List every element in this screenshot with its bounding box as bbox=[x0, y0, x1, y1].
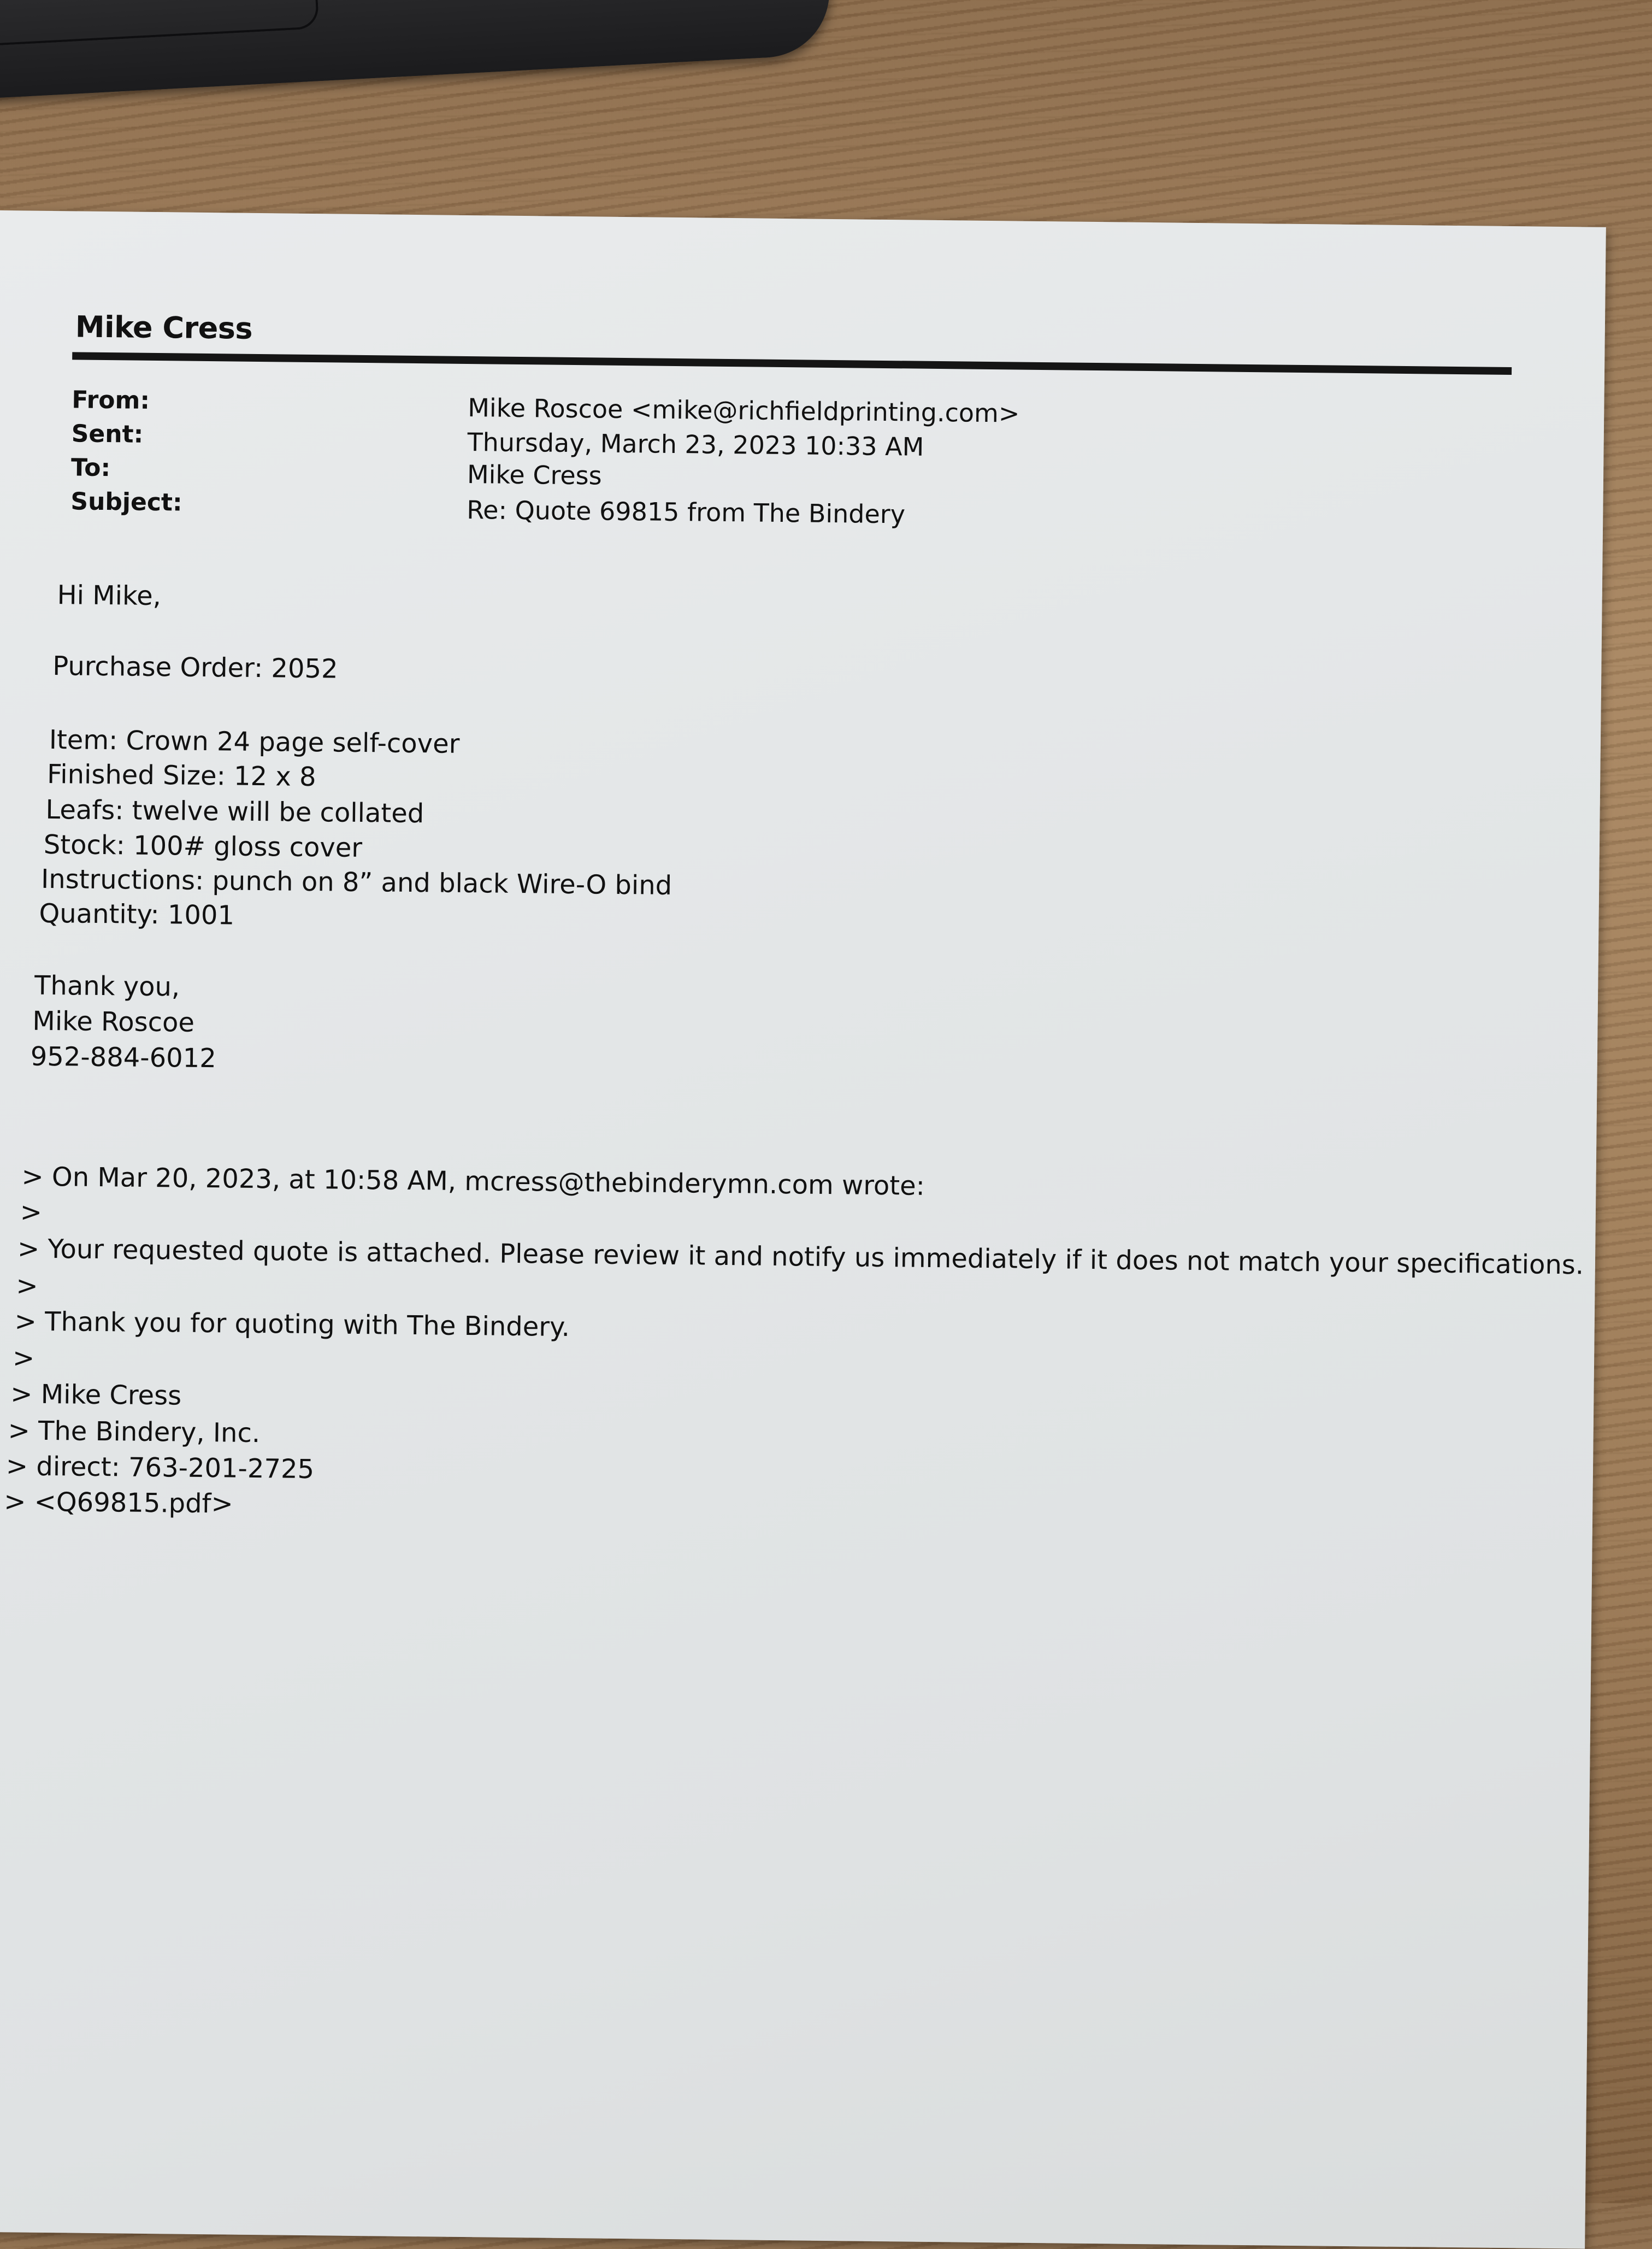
quoted-line-blank: > bbox=[20, 1197, 43, 1228]
stock-line: Stock: 100# gloss cover bbox=[43, 829, 363, 864]
sent-label: Sent: bbox=[71, 420, 144, 449]
tablet-edge bbox=[0, 0, 319, 46]
from-value: Mike Roscoe <mike@richfieldprinting.com> bbox=[467, 392, 1020, 428]
quoted-line-blank: > bbox=[12, 1343, 35, 1374]
to-value: Mike Cress bbox=[467, 459, 602, 491]
quoted-line-blank: > bbox=[16, 1270, 38, 1302]
greeting: Hi Mike, bbox=[57, 580, 162, 612]
from-label: From: bbox=[72, 386, 150, 415]
purchase-order: Purchase Order: 2052 bbox=[52, 651, 338, 685]
quoted-line-header: > On Mar 20, 2023, at 10:58 AM, mcress@thebinderymn.com wrote: bbox=[21, 1161, 925, 1202]
quantity-line: Quantity: 1001 bbox=[39, 898, 235, 931]
quoted-line-body: > Your requested quote is attached. Please review it and notify us immediately if it does not match your specifications. bbox=[17, 1233, 1584, 1281]
page-title: Mike Cress bbox=[75, 309, 253, 346]
tablet-device bbox=[0, 0, 833, 99]
quoted-line-name: > Mike Cress bbox=[10, 1379, 182, 1411]
subject-value: Re: Quote 69815 from The Bindery bbox=[467, 494, 906, 529]
quoted-line-thanks: > Thank you for quoting with The Bindery. bbox=[14, 1306, 570, 1343]
closing-line: Thank you, bbox=[34, 970, 180, 1003]
quoted-line-attachment: > <Q69815.pdf> bbox=[3, 1486, 234, 1520]
instructions-line: Instructions: punch on 8” and black Wire-O bind bbox=[40, 863, 672, 901]
printed-email-page bbox=[0, 210, 1606, 2249]
to-label: To: bbox=[70, 454, 111, 482]
quoted-line-company: > The Bindery, Inc. bbox=[8, 1415, 261, 1449]
finished-size-line: Finished Size: 12 x 8 bbox=[46, 758, 316, 793]
title-divider bbox=[72, 352, 1512, 375]
quoted-line-phone: > direct: 763-201-2725 bbox=[5, 1451, 315, 1485]
signature-name: Mike Roscoe bbox=[32, 1005, 195, 1038]
item-line: Item: Crown 24 page self-cover bbox=[49, 724, 460, 760]
leafs-line: Leafs: twelve will be collated bbox=[45, 794, 424, 829]
signature-phone: 952-884-6012 bbox=[30, 1041, 217, 1074]
subject-label: Subject: bbox=[70, 487, 182, 517]
sent-value: Thursday, March 23, 2023 10:33 AM bbox=[467, 427, 924, 462]
